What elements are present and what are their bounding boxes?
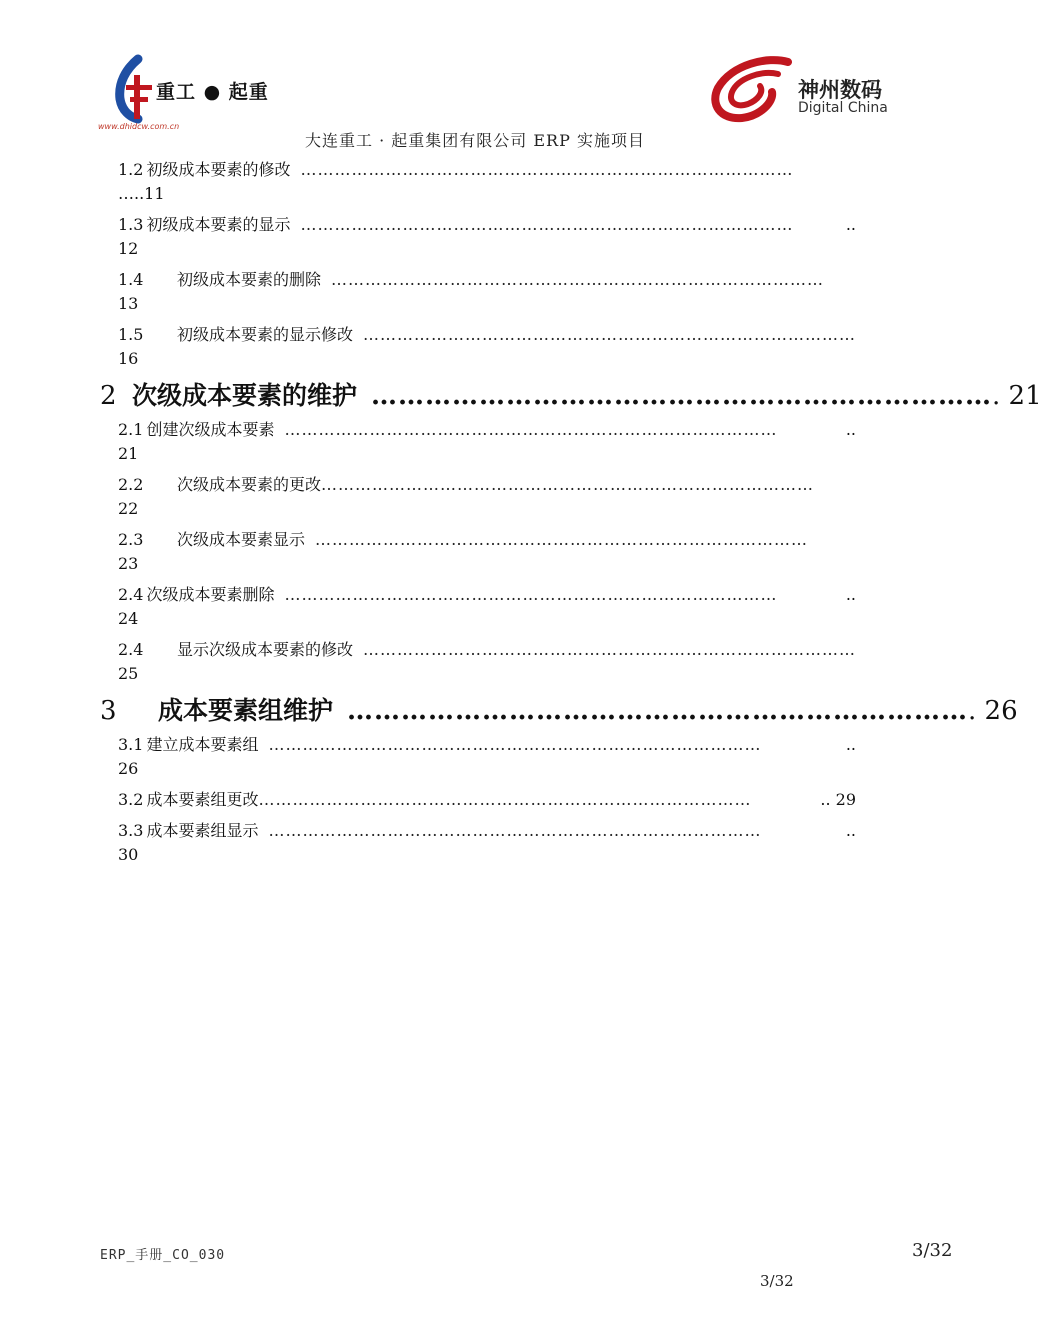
toc-page: 12 bbox=[118, 239, 139, 258]
toc-leader: …………………………………………………………………………… bbox=[315, 530, 809, 549]
table-of-contents bbox=[100, 158, 1042, 874]
company-logo-right bbox=[708, 52, 908, 127]
toc-page: 26 bbox=[118, 759, 139, 778]
toc-entry-3-1[interactable] bbox=[118, 733, 856, 781]
toc-entry-2-4-delete[interactable] bbox=[118, 583, 856, 631]
toc-leader-tail: .. bbox=[845, 420, 856, 439]
toc-number: 3.2 bbox=[118, 790, 144, 809]
toc-entry-3-2[interactable] bbox=[118, 788, 856, 812]
toc-leader: …………………………………………………………………………… bbox=[300, 215, 794, 234]
toc-leader-tail: .. bbox=[845, 215, 856, 234]
toc-leader: …………………………………………………………………………… bbox=[258, 790, 752, 809]
toc-number: 1.4 bbox=[118, 270, 144, 289]
toc-title: 次级成本要素显示 bbox=[177, 530, 306, 549]
toc-entry-1-5[interactable] bbox=[118, 323, 856, 371]
footer-page-number: 3/32 bbox=[912, 1240, 953, 1261]
toc-chapter-title: 成本要素组维护 bbox=[158, 696, 334, 725]
toc-page: 24 bbox=[118, 609, 139, 628]
toc-leader: …………………………………………………………………………… bbox=[321, 475, 815, 494]
toc-leader: …………………………………………………………… bbox=[347, 696, 969, 726]
toc-title: 初级成本要素的显示 bbox=[146, 215, 291, 234]
toc-page: 22 bbox=[118, 499, 139, 518]
toc-entry-3-3[interactable] bbox=[118, 819, 856, 867]
toc-number: 2.3 bbox=[118, 530, 144, 549]
toc-chapter-number: 2 bbox=[100, 381, 117, 411]
toc-chapter-2[interactable] bbox=[100, 378, 1042, 414]
toc-page: 16 bbox=[118, 349, 139, 368]
toc-leader: …………………………………………………………………………… bbox=[300, 160, 794, 179]
toc-page: . 26 bbox=[968, 696, 1018, 726]
toc-entry-2-4-display-change[interactable] bbox=[118, 638, 856, 686]
toc-page: 25 bbox=[118, 664, 139, 683]
toc-chapter-title: 次级成本要素的维护 bbox=[132, 381, 358, 410]
toc-number: 1.2 bbox=[118, 160, 144, 179]
toc-leader-tail: .. bbox=[845, 585, 856, 604]
toc-title: 次级成本要素删除 bbox=[146, 585, 275, 604]
toc-page: 21 bbox=[118, 444, 139, 463]
toc-entry-1-3[interactable] bbox=[118, 213, 856, 261]
toc-number: 2.1 bbox=[118, 420, 144, 439]
document-header-title: 大连重工 · 起重集团有限公司 ERP 实施项目 bbox=[305, 131, 645, 150]
right-brand-cn: 神州数码 bbox=[798, 78, 882, 102]
toc-leader: …………………………………………………………………………… bbox=[284, 420, 778, 439]
toc-page: …..11 bbox=[118, 184, 165, 203]
footer-page-number-center: 3/32 bbox=[760, 1272, 794, 1290]
toc-title: 成本要素组显示 bbox=[146, 821, 259, 840]
toc-page: 30 bbox=[118, 845, 139, 864]
toc-number: 3.1 bbox=[118, 735, 144, 754]
toc-title: 初级成本要素的删除 bbox=[177, 270, 322, 289]
toc-title: 显示次级成本要素的修改 bbox=[177, 640, 354, 659]
toc-leader: …………………………………………………………… bbox=[371, 381, 993, 411]
toc-title: 次级成本要素的更改 bbox=[177, 475, 322, 494]
toc-title: 初级成本要素的显示修改 bbox=[177, 325, 354, 344]
company-logo-left bbox=[98, 55, 278, 135]
toc-leader: …………………………………………………………………………… bbox=[363, 640, 857, 659]
toc-number: 1.5 bbox=[118, 325, 144, 344]
toc-number: 1.3 bbox=[118, 215, 144, 234]
toc-title: 创建次级成本要素 bbox=[146, 420, 275, 439]
toc-title: 初级成本要素的修改 bbox=[146, 160, 291, 179]
toc-leader: …………………………………………………………………………… bbox=[268, 821, 762, 840]
toc-title: 建立成本要素组 bbox=[146, 735, 259, 754]
right-brand-en: Digital China bbox=[798, 100, 888, 116]
toc-leader-tail: .. bbox=[845, 821, 856, 840]
toc-entry-1-2[interactable] bbox=[118, 158, 856, 206]
toc-leader: …………………………………………………………………………… bbox=[331, 270, 825, 289]
toc-page: 13 bbox=[118, 294, 139, 313]
toc-entry-1-4[interactable] bbox=[118, 268, 856, 316]
toc-leader: …………………………………………………………………………… bbox=[284, 585, 778, 604]
toc-number: 3.3 bbox=[118, 821, 144, 840]
toc-title: 成本要素组更改 bbox=[146, 790, 259, 809]
toc-leader-tail: .. bbox=[845, 735, 856, 754]
left-brand-text: 重工 ● 起重 bbox=[156, 81, 269, 103]
toc-leader: …………………………………………………………………………… bbox=[268, 735, 762, 754]
toc-entry-2-1[interactable] bbox=[118, 418, 856, 466]
footer-document-code: ERP_手册_CO_030 bbox=[100, 1248, 226, 1263]
toc-page: . 21 bbox=[992, 381, 1042, 411]
digital-china-swirl-icon bbox=[708, 54, 796, 126]
toc-number: 2.4 bbox=[118, 585, 144, 604]
toc-number: 2.2 bbox=[118, 475, 144, 494]
toc-leader: …………………………………………………………………………… bbox=[363, 325, 857, 344]
toc-chapter-3[interactable] bbox=[100, 693, 1018, 729]
toc-number: 2.4 bbox=[118, 640, 144, 659]
toc-page: 23 bbox=[118, 554, 139, 573]
toc-leader-tail: .. 29 bbox=[820, 790, 856, 809]
toc-entry-2-2[interactable] bbox=[118, 473, 856, 521]
toc-chapter-number: 3 bbox=[100, 696, 117, 726]
left-brand-url: www.dhidcw.com.cn bbox=[98, 122, 180, 131]
toc-entry-2-3[interactable] bbox=[118, 528, 856, 576]
